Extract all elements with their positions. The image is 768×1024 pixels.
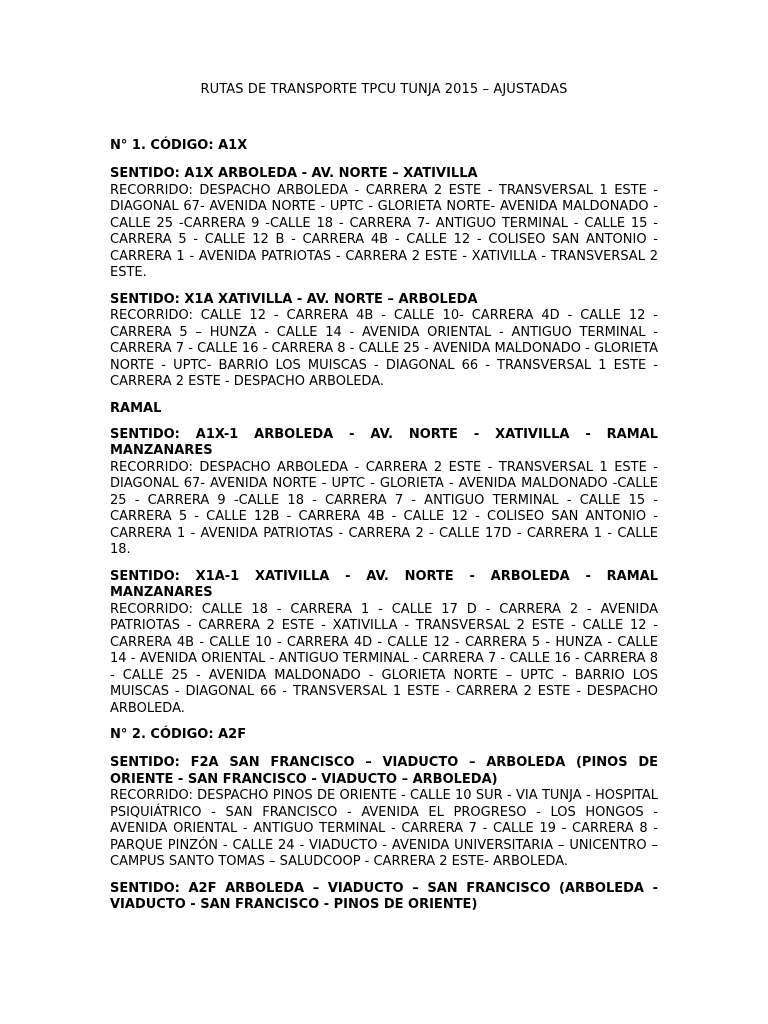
sentido-heading: SENTIDO: A1X ARBOLEDA - AV. NORTE – XATIVILLA [110, 166, 478, 181]
recorrido-text: RECORRIDO: CALLE 18 - CARRERA 1 - CALLE 17 D - CARRERA 2 - AVENIDA PATRIOTAS - CARRERA 2 ESTE - XATIVILLA - TRANSVERSAL 2 ESTE - CALLE 12 - CARRERA 4B - CALLE 10 - CARRERA 4D - CALLE 12 - CARRERA 5 - HUNZA - CALLE 14 - AVENIDA ORIENTAL - ANTIGUO TERMINAL - CARRERA 7 - CALLE 16 - CARRERA 8 - CALLE 25 - AVENIDA MALDONADO - GLORIETA NORTE – UPTC - BARRIO LOS MUISCAS - DIAGONAL 66 - TRANSVERSAL 1 ESTE - CARRERA 2 ESTE - DESPACHO ARBOLEDA. [110, 601, 658, 716]
recorrido-text: RECORRIDO: DESPACHO PINOS DE ORIENTE - CALLE 10 SUR - VIA TUNJA - HOSPITAL PSIQUIÁTRICO - SAN FRANCISCO - AVENIDA EL PROGRESO - LOS HONGOS - AVENIDA ORIENTAL - ANTIGUO TERMINAL - CARRERA 7 - CALLE 19 - CARRERA 8 - PARQUE PINZÓN - CALLE 24 - VIADUCTO - AVENIDA UNIVERSITARIA – UNICENTRO – CAMPUS SANTO TOMAS – SALUDCOOP - CARRERA 2 ESTE- ARBOLEDA. [110, 788, 658, 869]
route-2-section-1 [110, 755, 658, 871]
ramal-heading: RAMAL [110, 400, 162, 416]
route-1-section-2 [110, 292, 658, 391]
document-page [110, 82, 658, 924]
recorrido-text: RECORRIDO: DESPACHO ARBOLEDA - CARRERA 2 ESTE - TRANSVERSAL 1 ESTE - DIAGONAL 67- AVENIDA NORTE - UPTC - GLORIETA - AVENIDA MALDONADO -CALLE 25 - CARRERA 9 -CALLE 18 - CARRERA 7 - ANTIGUO TERMINAL - CALLE 15 - CARRERA 5 - CALLE 12B - CARRERA 4B - CALLE 12 - COLISEO SAN ANTONIO - CARRERA 1 - AVENIDA PATRIOTAS - CARRERA 2 - CALLE 17D - CARRERA 1 - CALLE 18. [110, 459, 658, 557]
sentido-heading: SENTIDO: A2F ARBOLEDA – VIADUCTO – SAN FRANCISCO (ARBOLEDA - VIADUCTO - SAN FRANCISCO - PINOS DE ORIENTE) [110, 880, 658, 912]
route-2-section-2 [110, 881, 658, 914]
recorrido-text: RECORRIDO: CALLE 12 - CARRERA 4B - CALLE 10- CARRERA 4D - CALLE 12 - CARRERA 5 – HUNZA - CALLE 14 - AVENIDA ORIENTAL - ANTIGUO TERMINAL - CARRERA 7 - CALLE 16 - CARRERA 8 - CALLE 25 - AVENIDA MALDONADO - GLORIETA NORTE - UPTC- BARRIO LOS MUISCAS - DIAGONAL 66 - TRANSVERSAL 1 ESTE - CARRERA 2 ESTE - DESPACHO ARBOLEDA. [110, 308, 658, 389]
sentido-heading: SENTIDO: X1A-1 XATIVILLA - AV. NORTE - ARBOLEDA - RAMAL MANZANARES [110, 568, 658, 600]
route-code-1: N° 1. CÓDIGO: A1X [110, 138, 248, 153]
sentido-heading: SENTIDO: A1X-1 ARBOLEDA - AV. NORTE - XATIVILLA - RAMAL MANZANARES [110, 426, 658, 458]
sentido-heading: SENTIDO: X1A XATIVILLA - AV. NORTE – ARBOLEDA [110, 291, 478, 307]
route-code-2: N° 2. CÓDIGO: A2F [110, 727, 247, 742]
route-1-ramal-section-1 [110, 427, 658, 559]
sentido-heading: SENTIDO: F2A SAN FRANCISCO – VIADUCTO – ARBOLEDA (PINOS DE ORIENTE - SAN FRANCISCO - VIADUCTO – ARBOLEDA) [110, 755, 658, 787]
route-1-section-1 [110, 166, 658, 282]
route-1-ramal-section-2 [110, 569, 658, 718]
recorrido-text: RECORRIDO: DESPACHO ARBOLEDA - CARRERA 2 ESTE - TRANSVERSAL 1 ESTE - DIAGONAL 67- AVENIDA NORTE - UPTC - GLORIETA NORTE- AVENIDA MALDONADO - CALLE 25 -CARRERA 9 -CALLE 18 - CARRERA 7- ANTIGUO TERMINAL - CALLE 15 - CARRERA 5 - CALLE 12 B - CARRERA 4B - CALLE 12 - COLISEO SAN ANTONIO - CARRERA 1 - AVENIDA PATRIOTAS - CARRERA 2 ESTE - XATIVILLA - TRANSVERSAL 2 ESTE. [110, 182, 658, 280]
document-title: RUTAS DE TRANSPORTE TPCU TUNJA 2015 – AJUSTADAS [200, 82, 568, 97]
